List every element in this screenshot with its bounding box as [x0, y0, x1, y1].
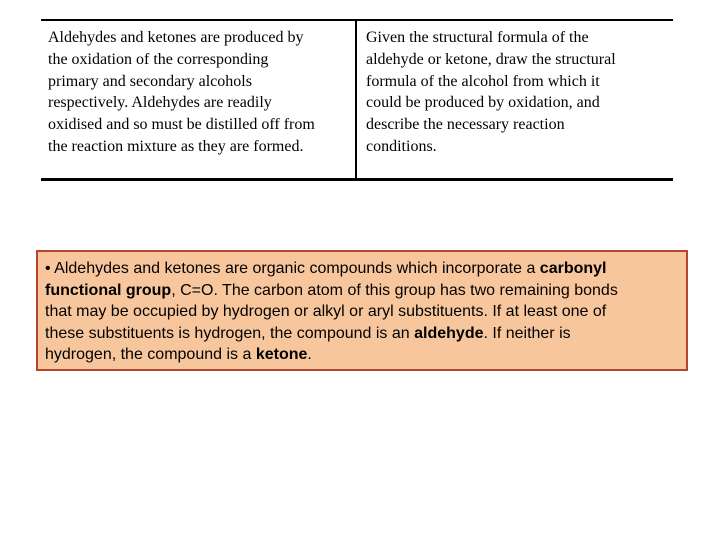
term-functional-group: functional group: [45, 281, 172, 299]
definition-text: these substituents is hydrogen, the compound is an: [45, 324, 415, 342]
left-cell-line: primary and secondary alcohols: [48, 72, 252, 90]
right-cell-line: could be produced by oxidation, and: [366, 94, 600, 112]
definition-line: [45, 280, 686, 302]
objectives-table: [41, 19, 673, 181]
definition-line: [45, 258, 686, 280]
right-cell-line: aldehyde or ketone, draw the structural: [366, 50, 616, 68]
table-right-cell: [366, 27, 616, 158]
definition-line: [45, 344, 686, 366]
definition-text: • Aldehydes and ketones are organic compounds which incorporate a: [45, 260, 540, 277]
term-aldehyde: aldehyde: [414, 324, 484, 342]
left-cell-line: oxidised and so must be distilled off from: [48, 116, 315, 134]
definition-text: . If neither is: [483, 324, 571, 342]
term-ketone: ketone: [255, 346, 308, 364]
left-cell-line: respectively. Aldehydes are readily: [48, 94, 272, 112]
definition-text: .: [307, 346, 312, 364]
right-cell-line: Given the structural formula of the: [366, 29, 589, 46]
definition-text: hydrogen, the compound is a: [45, 346, 256, 364]
table-left-cell: [48, 27, 315, 158]
left-cell-line: the oxidation of the corresponding: [48, 50, 269, 68]
right-cell-line: formula of the alcohol from which it: [366, 72, 600, 90]
definition-line: that may be occupied by hydrogen or alkyl or aryl substituents. If at least one of: [45, 303, 607, 321]
definition-box: [36, 250, 688, 371]
left-cell-line: the reaction mixture as they are formed.: [48, 137, 304, 155]
right-cell-line: describe the necessary reaction: [366, 116, 565, 134]
left-cell-line: Aldehydes and ketones are produced by: [48, 29, 304, 46]
table-column-divider: [355, 21, 357, 178]
term-carbonyl: carbonyl: [539, 260, 607, 277]
right-cell-line: conditions.: [366, 137, 437, 155]
definition-line: [45, 323, 686, 345]
definition-text: , C=O. The carbon atom of this group has two remaining bonds: [171, 281, 618, 299]
